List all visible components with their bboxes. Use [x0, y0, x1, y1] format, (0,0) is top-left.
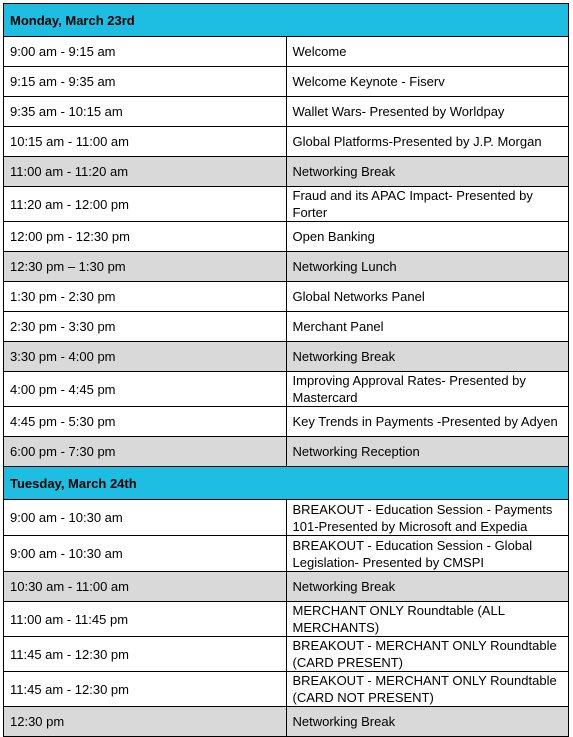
session-time: 11:45 am - 12:30 pm — [4, 672, 287, 707]
session-row — [4, 536, 569, 572]
session-time: 9:00 am - 9:15 am — [4, 37, 287, 67]
session-row — [4, 187, 569, 222]
session-time: 10:15 am - 11:00 am — [4, 127, 287, 157]
session-title: Merchant Panel — [286, 312, 569, 342]
session-row — [4, 372, 569, 407]
session-row — [4, 672, 569, 707]
day-heading: Monday, March 23rd — [4, 4, 569, 37]
session-title: Networking Break — [286, 707, 569, 737]
session-row — [4, 127, 569, 157]
day-header-row — [4, 467, 569, 500]
session-title: Networking Break — [286, 157, 569, 187]
session-title: BREAKOUT - Education Session - Global Legislation- Presented by CMSPI — [286, 536, 569, 572]
session-row — [4, 602, 569, 637]
session-time: 6:00 pm - 7:30 pm — [4, 437, 287, 467]
session-title: Networking Break — [286, 572, 569, 602]
session-title: Networking Lunch — [286, 252, 569, 282]
session-title: Key Trends in Payments -Presented by Adyen — [286, 407, 569, 437]
session-time: 9:15 am - 9:35 am — [4, 67, 287, 97]
session-row — [4, 637, 569, 672]
session-title: Wallet Wars- Presented by Worldpay — [286, 97, 569, 127]
session-title: Open Banking — [286, 222, 569, 252]
session-time: 12:00 pm - 12:30 pm — [4, 222, 287, 252]
session-row — [4, 312, 569, 342]
session-title: Global Networks Panel — [286, 282, 569, 312]
break-row — [4, 252, 569, 282]
break-row — [4, 342, 569, 372]
break-row — [4, 157, 569, 187]
session-row — [4, 67, 569, 97]
break-row — [4, 707, 569, 737]
session-time: 4:00 pm - 4:45 pm — [4, 372, 287, 407]
session-time: 11:00 am - 11:20 am — [4, 157, 287, 187]
session-time: 11:45 am - 12:30 pm — [4, 637, 287, 672]
session-time: 9:35 am - 10:15 am — [4, 97, 287, 127]
session-time: 9:00 am - 10:30 am — [4, 536, 287, 572]
session-title: Fraud and its APAC Impact- Presented by Forter — [286, 187, 569, 222]
day-header-row — [4, 4, 569, 37]
session-row — [4, 222, 569, 252]
break-row — [4, 572, 569, 602]
session-time: 4:45 pm - 5:30 pm — [4, 407, 287, 437]
session-title: MERCHANT ONLY Roundtable (ALL MERCHANTS) — [286, 602, 569, 637]
session-time: 10:30 am - 11:00 am — [4, 572, 287, 602]
session-title: BREAKOUT - MERCHANT ONLY Roundtable (CARD PRESENT) — [286, 637, 569, 672]
session-time: 3:30 pm - 4:00 pm — [4, 342, 287, 372]
session-row — [4, 407, 569, 437]
session-time: 9:00 am - 10:30 am — [4, 500, 287, 536]
session-row — [4, 37, 569, 67]
session-time: 1:30 pm - 2:30 pm — [4, 282, 287, 312]
session-title: Networking Reception — [286, 437, 569, 467]
session-title: BREAKOUT - Education Session - Payments 101-Presented by Microsoft and Expedia — [286, 500, 569, 536]
break-row — [4, 437, 569, 467]
session-time: 12:30 pm – 1:30 pm — [4, 252, 287, 282]
session-title: Welcome — [286, 37, 569, 67]
agenda-table — [3, 3, 569, 737]
session-title: Global Platforms-Presented by J.P. Morgan — [286, 127, 569, 157]
session-title: BREAKOUT - MERCHANT ONLY Roundtable (CARD NOT PRESENT) — [286, 672, 569, 707]
session-row — [4, 500, 569, 536]
session-title: Improving Approval Rates- Presented by Mastercard — [286, 372, 569, 407]
session-time: 11:20 am - 12:00 pm — [4, 187, 287, 222]
day-heading: Tuesday, March 24th — [4, 467, 569, 500]
session-row — [4, 282, 569, 312]
session-time: 12:30 pm — [4, 707, 287, 737]
session-time: 11:00 am - 11:45 pm — [4, 602, 287, 637]
session-title: Welcome Keynote - Fiserv — [286, 67, 569, 97]
session-row — [4, 97, 569, 127]
session-time: 2:30 pm - 3:30 pm — [4, 312, 287, 342]
session-title: Networking Break — [286, 342, 569, 372]
